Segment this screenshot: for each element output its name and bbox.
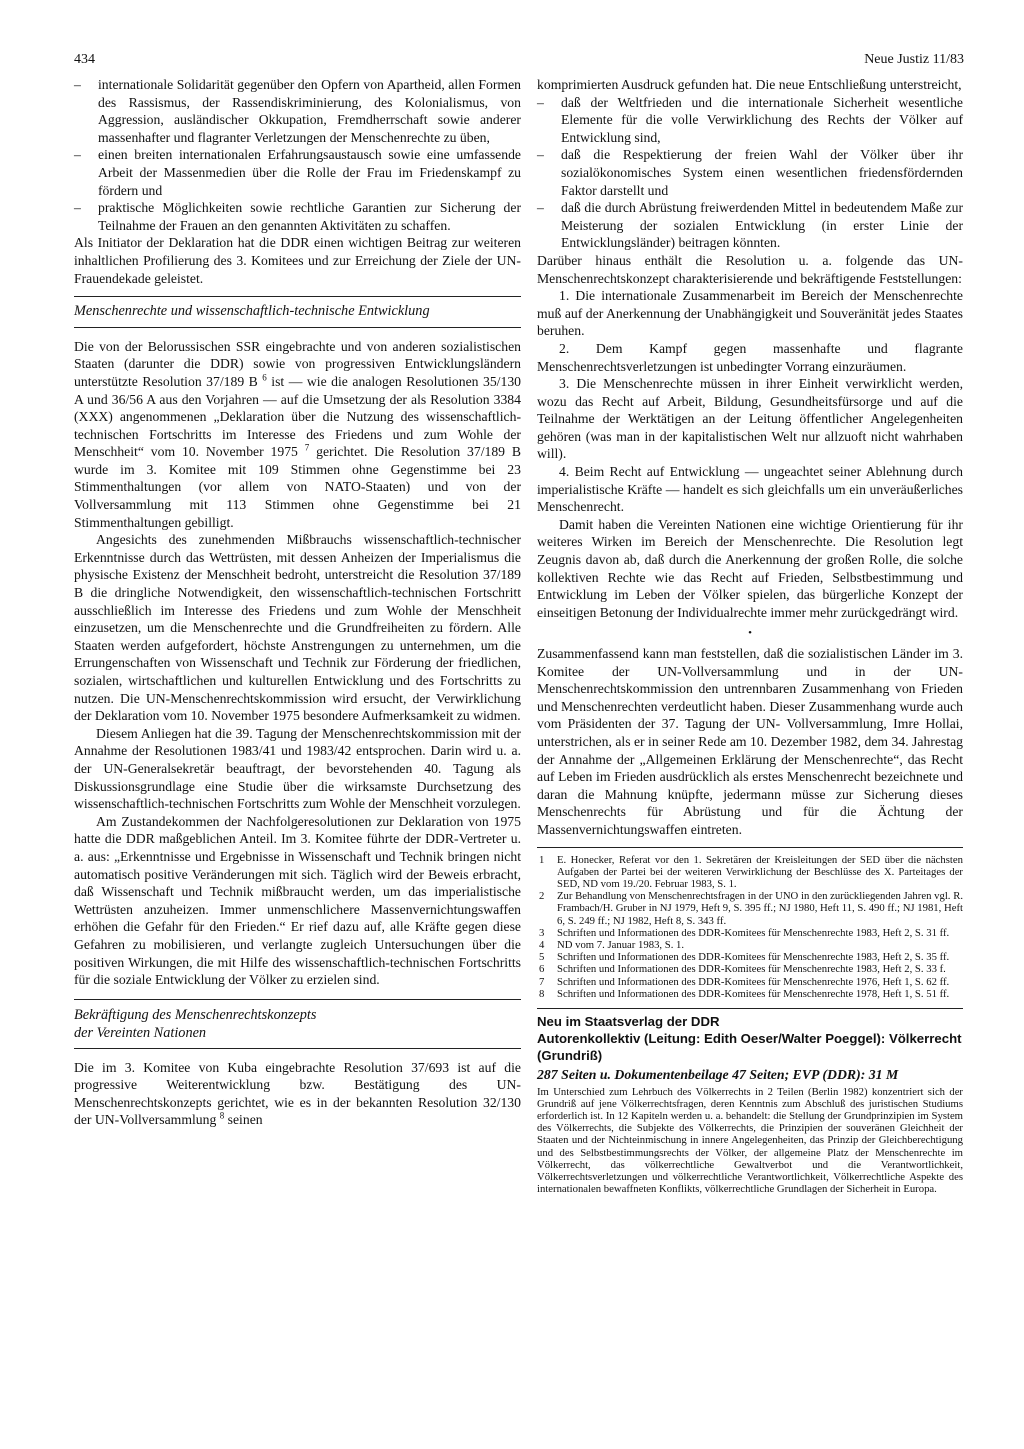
journal-issue: Neue Justiz 11/83: [864, 52, 964, 67]
footnote-text: Schriften und Informationen des DDR-Komitees für Menschenrechte 1976, Heft 1, S. 62 ff.: [557, 975, 950, 988]
list-item: – praktische Möglichkeiten sowie rechtliche Garantien zur Sicherung der Teilnahme der Frauen an den genannten Aktivitäten zu schaffen.: [74, 199, 521, 234]
resolution-points: [537, 94, 963, 252]
book-notice-heading: Neu im Staatsverlag der DDR: [537, 1013, 720, 1029]
paragraph: Darüber hinaus enthält die Resolution u. a. folgende das UN-Menschenrechtskonzept charakterisierende und bekräftigende Feststellungen:: [537, 252, 963, 286]
footnote: [537, 988, 963, 1000]
left-column: [74, 76, 521, 1129]
paragraph: Damit haben die Vereinten Nationen eine wichtige Orientierung für ihr weiteres Wirken im Bereich der Menschenrechte. Die Resolution legt Zeugnis davon ab, daß durch die Anerkennung der großen Rolle, die solche kollektiven Rechte wie das Recht auf Frieden, Selbstbestimmung und Entwicklung im Leben der Völker spielen, das bürgerliche Konzept der einseitigen Betonung der Individualrechte immer mehr zurückgedrängt wird.: [537, 516, 963, 620]
footnote: [537, 951, 963, 963]
footnote-number: 5: [539, 951, 545, 964]
footnote: [537, 927, 963, 939]
numbered-item: 4. Beim Recht auf Entwicklung — ungeachtet seiner Ablehnung durch imperialistische Kräfte — handelt es sich gleichfalls um ein unveräußerliches Menschenrecht.: [537, 464, 963, 515]
paragraph: komprimierten Ausdruck gefunden hat. Die neue Entschließung unterstreicht,: [537, 77, 962, 92]
footnote-number: 7: [539, 975, 545, 988]
footnote-text: Schriften und Informationen des DDR-Komitees für Menschenrechte 1983, Heft 2, S. 33 f.: [557, 963, 946, 976]
section-heading: [74, 1006, 521, 1042]
footnote-ref: 8: [219, 1110, 225, 1121]
footnote: [537, 976, 963, 988]
footnote-text: Schriften und Informationen des DDR-Komitees für Menschenrechte 1983, Heft 2, S. 31 ff.: [557, 926, 950, 939]
footnote-text: ND vom 7. Januar 1983, S. 1.: [557, 938, 685, 951]
separator-dot: •: [748, 627, 752, 640]
footnote-number: 2: [539, 890, 545, 903]
book-notice: [537, 1013, 963, 1195]
text: ist — wie die analogen Resolutionen 35/130 A und 36/56 A aus den Vorjahren — auf die Umsetzung der als Resolution 3384 (XXX) angenommenen „Deklaration über die Nutzung des wissenschaftlich-technischen Fortschritts im Interesse des Friedens und zum Wohle der Menschheit“ vom 10. November 1975: [74, 373, 522, 460]
text: gerichtet. Die Resolution 37/189 B wurde im 3. Komitee mit 109 Stimmen ohne Gegenstimme bei 23 Stimmenthaltungen (vor allem von NATO-Staaten) und von der Vollversammlung mit 113 Stimmen ohne Gegenstimme bei 21 Stimmenthaltungen gebilligt.: [74, 444, 521, 530]
book-price: 287 Seiten u. Dokumentenbeilage 47 Seiten; EVP (DDR): 31 M: [537, 1066, 899, 1082]
footnote-divider: [537, 847, 963, 848]
footnote: [537, 890, 963, 927]
footnote-number: 6: [539, 963, 545, 976]
footnote-ref: 7: [304, 442, 310, 453]
footnote-text: E. Honecker, Referat vor den 1. Sekretären der Kreisleitungen der SED über die nächsten Aufgaben der Partei bei der weiteren Verwirklichung der Beschlüsse des X. Parteitages der SED, ND vom 19./20. Februar 1983, S. 1.: [557, 853, 963, 890]
numbered-item: 1. Die internationale Zusammenarbeit im Bereich der Menschenrechte muß auf der Anerkennung der Unabhängigkeit und Souveränität jedes Staates beruhen.: [537, 288, 963, 339]
heading-line: der Vereinten Nationen: [74, 1024, 207, 1041]
footnotes: [537, 854, 963, 1000]
paragraph: Als Initiator der Deklaration hat die DDR einen wichtigen Beitrag zur weiteren inhaltlichen Profilierung des 3. Komitees und zur Erreichung der Ziele der UN-Frauendekade geleistet.: [74, 235, 521, 286]
section-divider: [74, 327, 521, 328]
footnote: [537, 963, 963, 975]
book-title: Autorenkollektiv (Leitung: Edith Oeser/Walter Poeggel): Völkerrecht (Grundriß): [537, 1030, 962, 1063]
section-divider: [74, 1048, 521, 1049]
numbered-item: 2. Dem Kampf gegen massenhafte und flagrante Menschenrechtsverletzungen ist unbedingter Vorrang einzuräumen.: [537, 340, 963, 374]
text: Die im 3. Komitee von Kuba eingebrachte Resolution 37/693 ist auf die progressive Weiterentwicklung bzw. Bestätigung des UN-Menschenrechtskonzepts gerichtet, wie es in der bekannten Resolution 32/130 der UN-Vollversammlung: [74, 1059, 521, 1128]
footnote-number: 4: [539, 938, 545, 951]
book-notice-divider: [537, 1008, 963, 1009]
footnote: [537, 939, 963, 951]
paragraph: [74, 1059, 521, 1129]
right-column: [537, 76, 963, 1195]
list-item: – daß der Weltfrieden und die internationale Sicherheit wesentliche Elemente für die volle Verwirklichung des Rechts der Völker auf Entwicklung sind,: [537, 94, 963, 147]
paragraph: Angesichts des zunehmenden Mißbrauchs wissenschaftlich-technischer Erkenntnisse durch das Wettrüsten, mit dessen Anheizen der Imperialismus die physische Existenz der Menschheit bedroht, unterstreicht die Resolution 37/189 B die dringliche Notwendigkeit, den wissenschaftlich-technischen Fortschritt ausschließlich im Interesse des Friedens und zum Wohle der Menschheit einzusetzen, um die Menschenrechte und die Grundfreiheiten zu fördern. Alle Staaten werden aufgefordert, höchste Anstrengungen zu unternehmen, um die Errungenschaften von Wissenschaft und Technik zur Förderung der friedlichen, sozialen, wirtschaftlichen und kulturellen Entwicklung und des Fortschritts zu nutzen. Die UN-Menschenrechtskommission wird ersucht, der Verwirklichung der Deklaration vom 10. November 1975 besondere Aufmerksamkeit zu widmen.: [74, 532, 521, 724]
footnote-text: Schriften und Informationen des DDR-Komitees für Menschenrechte 1983, Heft 2, S. 35 ff.: [557, 951, 950, 964]
footnote-number: 1: [539, 853, 545, 866]
footnote-text: Schriften und Informationen des DDR-Komitees für Menschenrechte 1978, Heft 1, S. 51 ff.: [557, 987, 950, 1000]
list-item: – einen breiten internationalen Erfahrungsaustausch sowie eine umfassende Arbeit der Massenmedien über die Rolle der Frau im Friedenskampf zu fördern und: [74, 146, 521, 199]
paragraph: [74, 338, 521, 532]
section-divider: [74, 999, 521, 1000]
paragraph: Diesem Anliegen hat die 39. Tagung der Menschenrechtskommission mit der Annahme der Resolutionen 1983/41 und 1983/42 entsprochen. Darin wird u. a. der UN-Generalsekretär beauftragt, der bevorstehenden 40. Tagung als Diskussionsgrundlage eine Studie über die wirksamste Durchsetzung des wissenschaftlich-technischen Fortschritts zum Wohle der Menschheit vorzulegen.: [74, 725, 521, 812]
text: seinen: [227, 1112, 263, 1128]
paragraph: Zusammenfassend kann man feststellen, daß die sozialistischen Länder im 3. Komitee der UN-Vollversammlung und in der UN-Menschenrechtskommission den untrennbaren Zusammenhang von Frieden und Menschenrechten verdeutlicht haben. Dieser Zusammenhang wurde auch vom Präsidenten der 37. Tagung der UN- Vollversammlung, Imre Hollai, unterstrichen, als er in seiner Rede am 10. Dezember 1982, dem 34. Jahrestag der Annahme der „Allgemeinen Erklärung der Menschenrechte“, das Recht auf Leben im Frieden ausdrücklich als erstes Menschenrecht bezeichnete und daran die Mahnung knüpfte, jedermann müsse zur Sicherung dieses Menschenrechts für Abrüstung und für die Ächtung der Massenvernichtungswaffen eintreten.: [537, 646, 963, 837]
list-item: – internationale Solidarität gegenüber den Opfern von Apartheid, allen Formen des Rassismus, der Rassendiskriminierung, des Kolonialismus, von Aggression, ausländischer Okkupation, Fremdherrschaft sowie anderer massenhafter und flagranter Verletzungen der Menschenrechte zu üben,: [74, 76, 521, 146]
text: Die von der Belorussischen SSR eingebrachte und von anderen sozialistischen Staaten (darunter die DDR) sowie von progressiven Entwicklungsländern unterstützte Resolution 37/189 B: [74, 338, 521, 389]
list-item: – daß die durch Abrüstung freiwerdenden Mittel in bedeutendem Maße zur Meisterung der sozialen Entwicklung (in erster Linie der Entwicklungsländer) beitragen könnten.: [537, 199, 963, 252]
paragraph: Am Zustandekommen der Nachfolgeresolutionen zur Deklaration von 1975 hatte die DDR maßgeblichen Anteil. Im 3. Komitee führte der DDR-Vertreter u. a. aus: „Erkenntnisse und Ergebnisse in Wissenschaft und Technik bringen nicht automatisch positive Veränderungen mit sich. Täglich wird der Beweis erbracht, daß Wissenschaft und Technik mißbraucht werden, um das imperialistische Wettrüsten anzuheizen. Immer unmenschlichere Massenvernichtungswaffen erhöhen die Gefahr für den Frieden.“ Er rief dazu auf, alle Kräfte gegen diese Gefahren zu mobilisieren, und verlangte zugleich Untersuchungen über die positiven Wirkungen, die mit Hilfe des wissenschaftlich-technischen Fortschritts für die soziale Entwicklung der Völker zu erzielen sind.: [74, 813, 521, 988]
footnote-number: 3: [539, 926, 545, 939]
book-description: Im Unterschied zum Lehrbuch des Völkerrechts in 2 Teilen (Berlin 1982) konzentriert sich der Grundriß auf jene Völkerrechtsfragen, deren Kenntnis zum Abschluß des juristischen Studiums erforderlich ist. In 12 Kapiteln werden u. a. behandelt: die Stellung der Grundprinzipien im System des Völkerrechts, die Subjekte des Völkerrechts, die Prinzipien der souveränen Gleichheit der Staaten und der Nichteinmischung in innere Angelegenheiten, das Prinzip der Gleichberechtigung und des Selbstbestimmungsrechts der Völker, der allgemeine Platz der Menschenrechte im Völkerrecht, das völkerrechtliche Gewaltverbot und die Verantwortlichkeit, Völkerrechtsverletzungen und völkerrechtliche Verantwortlichkeit, Völkerrechtliche Aspekte des internationalen bewaffneten Konflikts, völkerrechtliche Grundlagen der Sicherheit in Europa.: [537, 1085, 963, 1196]
numbered-item: 3. Die Menschenrechte müssen in ihrer Einheit verwirklicht werden, wozu das Recht auf Arbeit, Bildung, Gesundheitsfürsorge und auf die Teilnahme der Werktätigen an der Leitung öffentlicher Angelegenheiten gehören (was man in der kapitalistischen Welt nur allzuoft nicht wahrhaben will).: [537, 376, 963, 462]
goal-list: [74, 76, 521, 234]
heading-line: Bekräftigung des Menschenrechtskonzepts: [74, 1006, 317, 1023]
footnote-number: 8: [539, 987, 545, 1000]
list-item: – daß die Respektierung der freien Wahl der Völker über ihr sozialökonomisches System einen wesentlichen friedensfördernden Faktor darstellt und: [537, 146, 963, 199]
section-heading: Menschenrechte und wissenschaftlich-technische Entwicklung: [74, 303, 430, 320]
footnote-text: Zur Behandlung von Menschenrechtsfragen in der UNO in den zurückliegenden Jahren vgl. R. Frambach/H. Gruber in NJ 1979, Heft 9, S. 395 ff.; NJ 1980, Heft 11, S. 490 ff.; NJ 1981, Heft 6, S. 249 ff.; NJ 1982, Heft 8, S. 343 ff.: [557, 890, 963, 927]
page-number: 434: [74, 52, 95, 67]
section-divider: [74, 296, 521, 297]
footnote: [537, 854, 963, 891]
footnote-ref: 6: [262, 372, 267, 383]
